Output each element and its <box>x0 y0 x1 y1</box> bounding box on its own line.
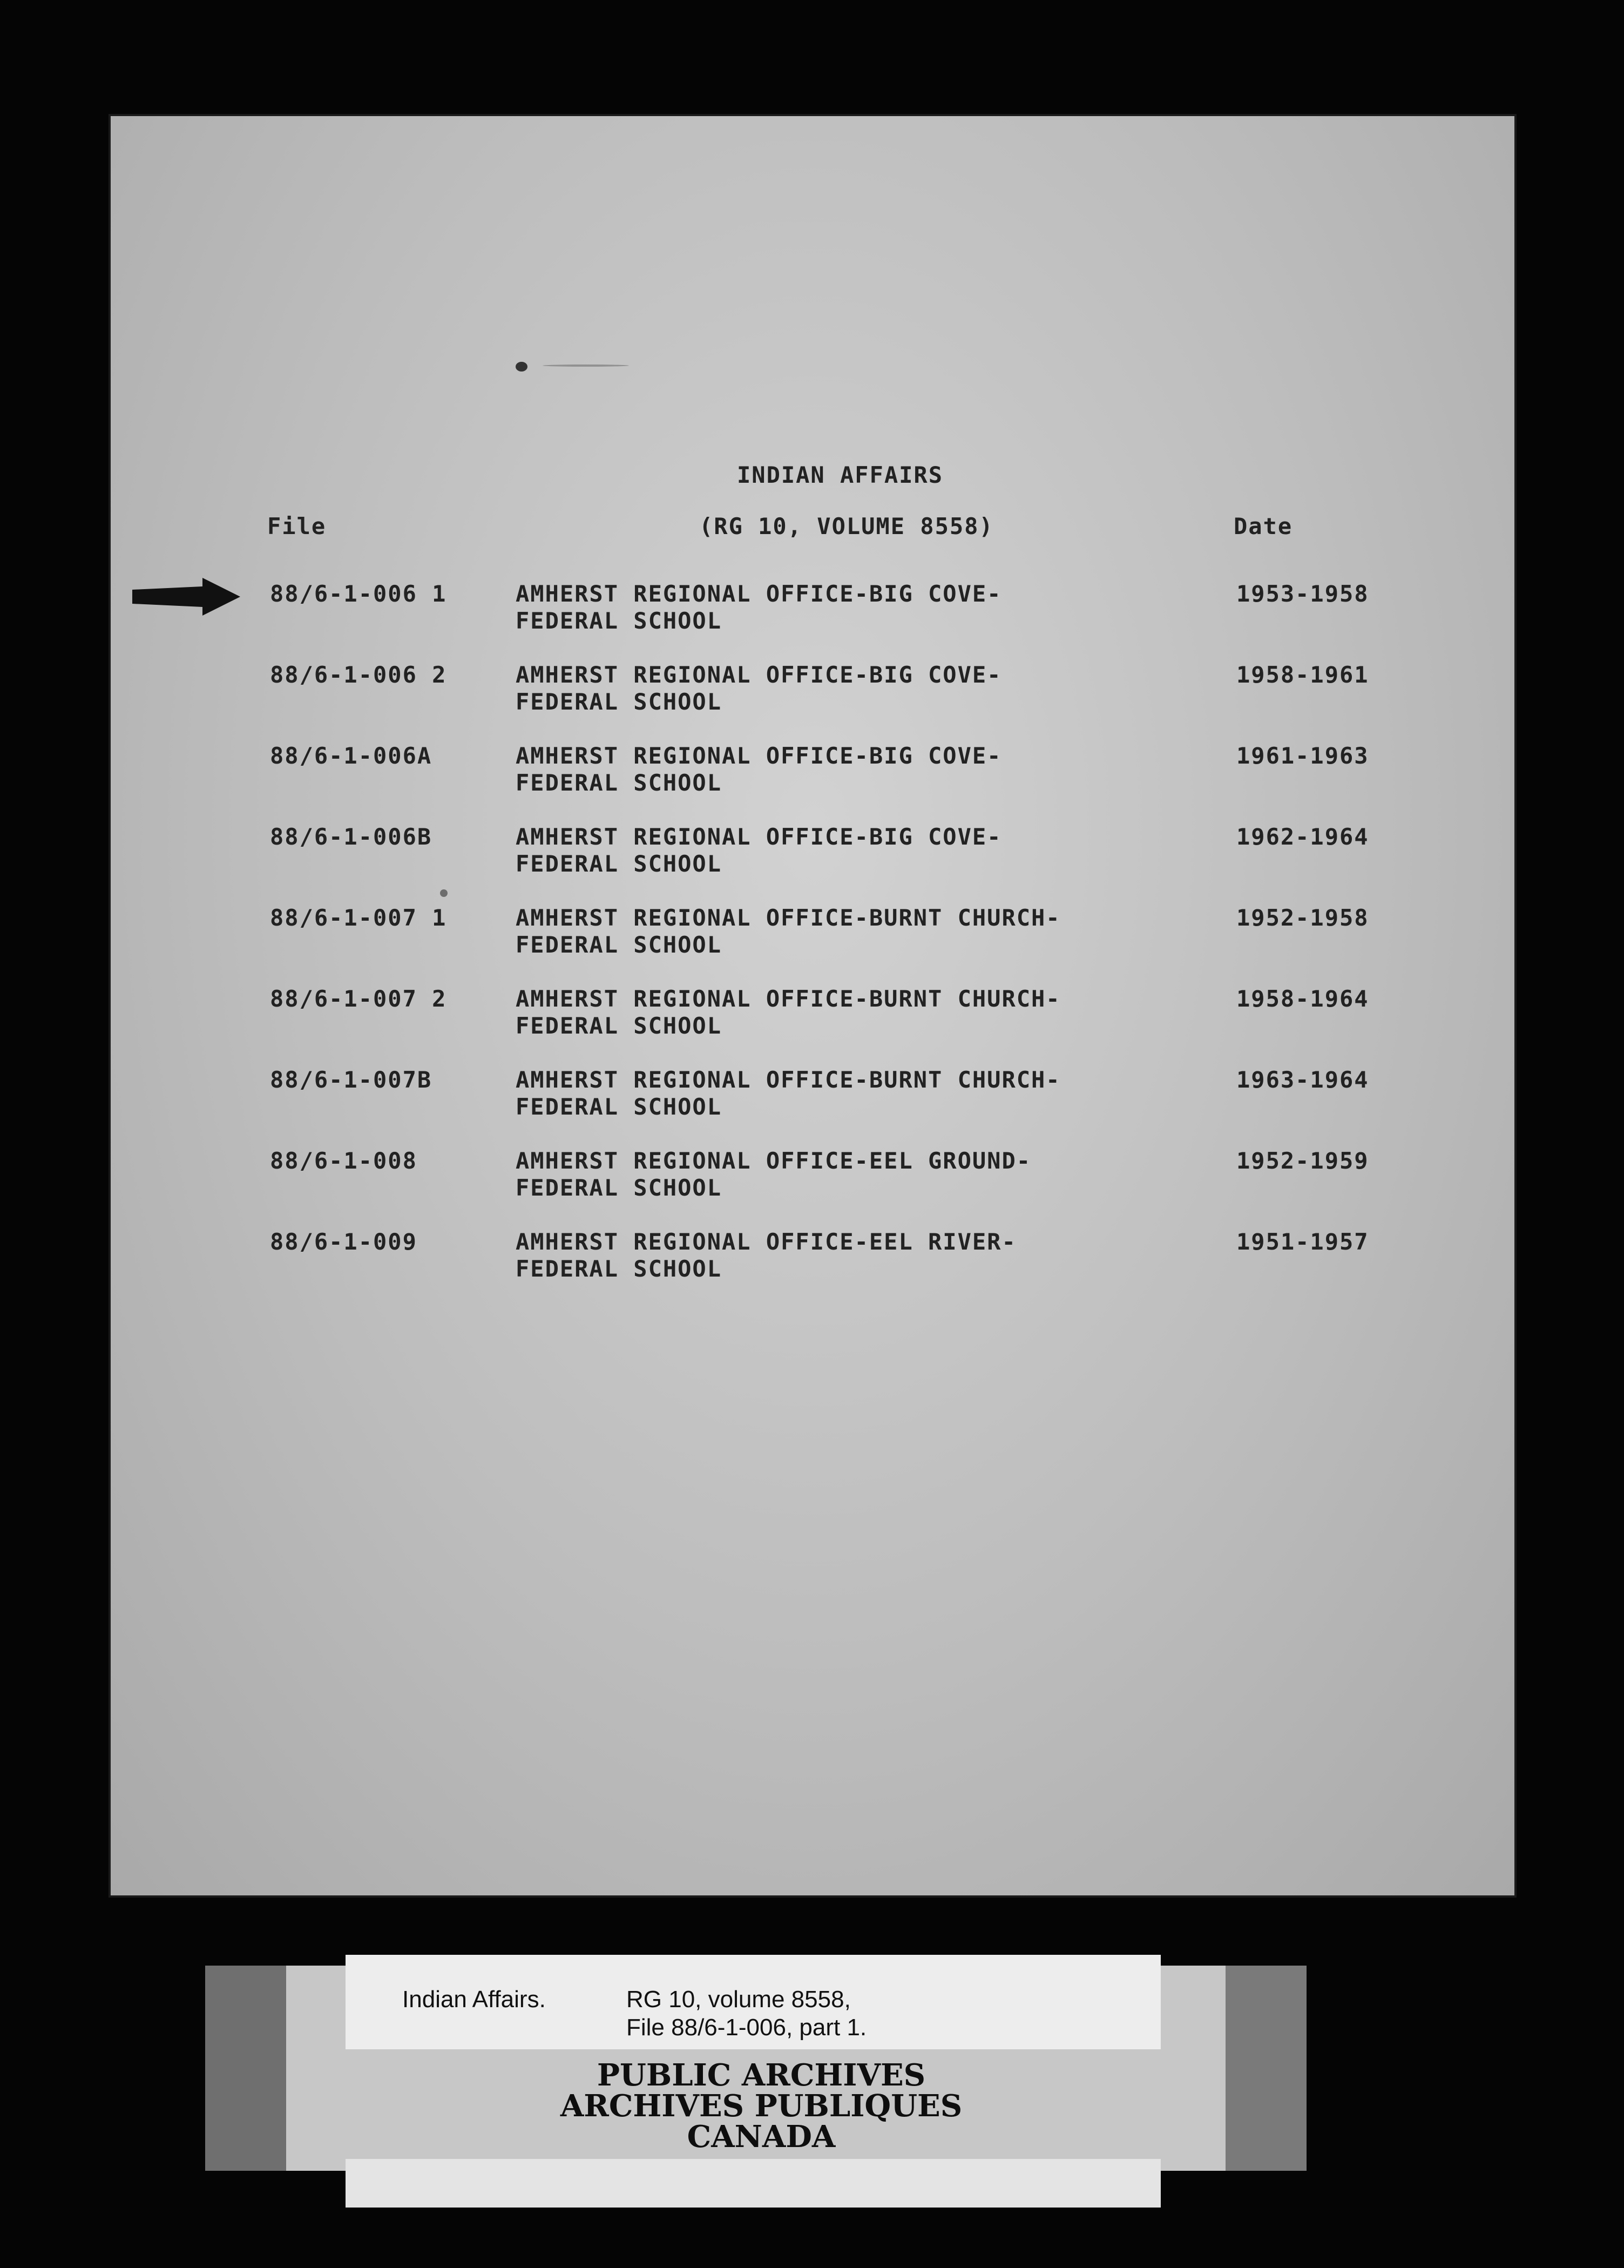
list-item <box>111 662 1514 721</box>
archive-card-left-tab <box>205 1966 286 2171</box>
entry-description: AMHERST REGIONAL OFFICE-BURNT CHURCH- <box>516 905 1061 931</box>
entry-file: 88/6-1-007B <box>270 1066 432 1093</box>
date-column-header: Date <box>1234 513 1293 539</box>
entry-date: 1953-1958 <box>1236 580 1369 607</box>
archive-card-right-tab <box>1226 1966 1307 2171</box>
label-file-part: File 88/6-1-006, part 1. <box>626 2014 867 2041</box>
list-item <box>111 824 1514 883</box>
document-subtitle: (RG 10, VOLUME 8558) <box>699 513 994 539</box>
ink-speck <box>543 364 629 367</box>
ink-speck <box>440 889 448 897</box>
entry-description: AMHERST REGIONAL OFFICE-BIG COVE- <box>516 580 1002 607</box>
entry-description: AMHERST REGIONAL OFFICE-EEL GROUND- <box>516 1148 1032 1174</box>
entry-description-cont: FEDERAL SCHOOL <box>516 1256 722 1282</box>
entry-description-cont: FEDERAL SCHOOL <box>516 850 722 877</box>
document-sheet <box>111 116 1514 1895</box>
archives-stamp-line-1: PUBLIC ARCHIVES <box>597 2057 926 2093</box>
entry-date: 1952-1959 <box>1236 1148 1369 1174</box>
entry-description: AMHERST REGIONAL OFFICE-BURNT CHURCH- <box>516 986 1061 1012</box>
archive-card-bottom-strip <box>346 2159 1161 2208</box>
entry-description-cont: FEDERAL SCHOOL <box>516 932 722 958</box>
archives-stamp-line-2: ARCHIVES PUBLIQUES <box>560 2088 963 2124</box>
entry-file: 88/6-1-006B <box>270 824 432 850</box>
file-column-header: File <box>267 513 327 539</box>
entry-description: AMHERST REGIONAL OFFICE-BURNT CHURCH- <box>516 1066 1061 1093</box>
entry-file: 88/6-1-008 <box>270 1148 417 1174</box>
entry-description: AMHERST REGIONAL OFFICE-EEL RIVER- <box>516 1228 1017 1255</box>
entry-description: AMHERST REGIONAL OFFICE-BIG COVE- <box>516 662 1002 688</box>
entry-date: 1952-1958 <box>1236 905 1369 931</box>
list-item <box>111 1228 1514 1288</box>
entry-description-cont: FEDERAL SCHOOL <box>516 1013 722 1039</box>
entry-description-cont: FEDERAL SCHOOL <box>516 770 722 796</box>
entry-description-cont: FEDERAL SCHOOL <box>516 608 722 634</box>
entry-file: 88/6-1-007 1 <box>270 905 447 931</box>
list-item <box>111 742 1514 802</box>
ink-speck <box>516 362 527 372</box>
entry-date: 1958-1961 <box>1236 662 1369 688</box>
label-agency: Indian Affairs. <box>402 1986 546 2013</box>
entry-date: 1958-1964 <box>1236 986 1369 1012</box>
list-item <box>111 1066 1514 1126</box>
label-rg-volume: RG 10, volume 8558, <box>626 1986 851 2013</box>
list-item <box>111 1148 1514 1207</box>
entry-date: 1951-1957 <box>1236 1228 1369 1255</box>
list-item <box>111 905 1514 964</box>
entry-file: 88/6-1-006 2 <box>270 662 447 688</box>
entry-description: AMHERST REGIONAL OFFICE-BIG COVE- <box>516 742 1002 769</box>
list-item <box>111 986 1514 1045</box>
document-title: INDIAN AFFAIRS <box>737 462 944 488</box>
entry-file: 88/6-1-006A <box>270 742 432 769</box>
entry-date: 1961-1963 <box>1236 742 1369 769</box>
entry-file: 88/6-1-009 <box>270 1228 417 1255</box>
archives-stamp-line-3: CANADA <box>687 2119 836 2155</box>
entry-description-cont: FEDERAL SCHOOL <box>516 1174 722 1201</box>
entry-description: AMHERST REGIONAL OFFICE-BIG COVE- <box>516 824 1002 850</box>
entry-date: 1962-1964 <box>1236 824 1369 850</box>
list-item <box>111 580 1514 640</box>
entry-description-cont: FEDERAL SCHOOL <box>516 688 722 715</box>
entry-description-cont: FEDERAL SCHOOL <box>516 1094 722 1120</box>
entry-file: 88/6-1-007 2 <box>270 986 447 1012</box>
entry-file: 88/6-1-006 1 <box>270 580 447 607</box>
entry-date: 1963-1964 <box>1236 1066 1369 1093</box>
